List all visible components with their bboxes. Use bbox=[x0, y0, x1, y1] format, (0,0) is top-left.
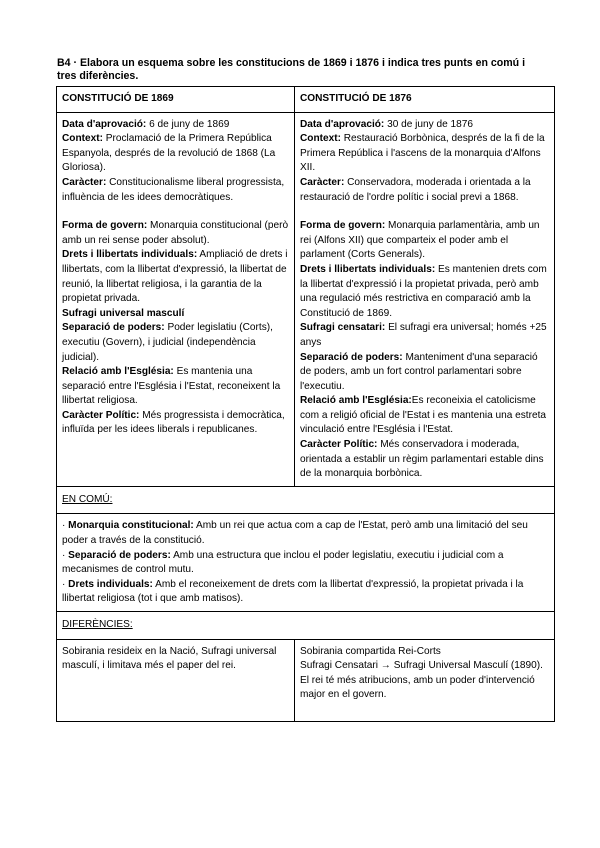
item-1876-character: Caràcter: Conservadora, moderada i orientada a la restauració de l'ordre polític i social previ a 1868. bbox=[300, 176, 531, 203]
spacer bbox=[300, 205, 550, 219]
diff-1869: Sobirania resideix en la Nació, Sufragi universal masculí, i limitava més el paper del rei. bbox=[57, 639, 295, 721]
item-1876-government: Forma de govern: Monarquia parlamentària, amb un rei (Alfons XII) que comparteix el poder amb el parlament (Corts Generals). bbox=[300, 220, 540, 261]
common-item-rights: · Drets individuals: Amb el reconeixement de drets com la llibertat d'expressió, la propietat privada i la llibertat religiosa (tot i que amb matisos). bbox=[62, 578, 524, 605]
common-item-separation: · Separació de poders: Amb una estructura que inclou el poder legislatiu, executiu i judicial com a mecanismes de control mutu. bbox=[62, 549, 504, 576]
item-1869-rights: Drets i llibertats individuals: Ampliació de drets i llibertats, com la llibertat d'expressió, la llibertat de reunió, la llibertat religiosa, i la garantia de la propietat privada. bbox=[62, 249, 288, 305]
item-1869-government: Forma de govern: Monarquia constitucional (però amb un rei sense poder absolut). bbox=[62, 220, 289, 246]
common-content-row bbox=[57, 514, 555, 612]
item-1876-rights: Drets i llibertats individuals: Es mantenien drets com la llibertat d'expressió i la propietat privada, però amb una regulació més restrictiva en comparació amb la Constitució de 1869. bbox=[300, 263, 547, 319]
diff-title-row bbox=[57, 612, 555, 640]
item-1876-separation: Separació de poders: Manteniment d'una separació de poders, amb un fort control parlamentari sobre l'executiu. bbox=[300, 351, 538, 392]
item-1876-context: Context: Restauració Borbònica, després de la fi de la Primera República i l'ascens de la monarquia d'Alfons XII. bbox=[300, 133, 545, 174]
header-1869: CONSTITUCIÓ DE 1869 bbox=[57, 87, 295, 113]
content-row bbox=[57, 112, 555, 486]
diff-section-title: DIFERÈNCIES: bbox=[57, 612, 555, 640]
item-1869-church: Relació amb l'Església: Es mantenia una separació entre l'Església i l'Estat, reconeixent la llibertat religiosa. bbox=[62, 366, 281, 407]
diff-1876-line-2: Sufragi Censatari → Sufragi Universal Masculí (1890). El rei té més atribucions, amb un poder d'intervenció major en el govern. bbox=[300, 660, 543, 701]
common-section-title: EN COMÚ: bbox=[57, 486, 555, 514]
spacer bbox=[62, 205, 290, 219]
diff-content-row bbox=[57, 639, 555, 721]
common-list bbox=[57, 514, 555, 612]
diff-1876-line-1: Sobirania compartida Rei-Corts bbox=[300, 645, 441, 657]
header-row bbox=[57, 87, 555, 113]
constitutions-table bbox=[56, 86, 555, 722]
diff-1876 bbox=[295, 639, 555, 721]
column-1876 bbox=[295, 112, 555, 486]
item-1869-suffrage: Sufragi universal masculí bbox=[62, 307, 185, 319]
item-1869-date: Data d'aprovació: 6 de juny de 1869 bbox=[62, 118, 230, 130]
item-1869-separation: Separació de poders: Poder legislatiu (Corts), executiu (Govern), i judicial (independència judicial). bbox=[62, 322, 273, 363]
item-1869-character: Caràcter: Constitucionalisme liberal progressista, influència de les idees democràtiques. bbox=[62, 176, 285, 203]
item-1876-political: Caràcter Polític: Més conservadora i moderada, orientada a establir un règim parlamentari estable dins de la monarquia borbònica. bbox=[300, 439, 544, 480]
exercise-title: B4 · Elabora un esquema sobre les constitucions de 1869 i 1876 i indica tres punts en comú i tres diferències. bbox=[57, 57, 526, 82]
item-1876-suffrage: Sufragi censatari: El sufragi era universal; homés +25 anys bbox=[300, 322, 547, 348]
common-item-monarchy: · Monarquia constitucional: Amb un rei que actua com a cap de l'Estat, però amb una limitació del seu poder a través de la constitució. bbox=[62, 520, 528, 547]
column-1869 bbox=[57, 112, 295, 486]
item-1869-context: Context: Proclamació de la Primera República Espanyola, després de la revolució de 1868 (La Gloriosa). bbox=[62, 133, 276, 174]
common-title-row bbox=[57, 486, 555, 514]
header-1876: CONSTITUCIÓ DE 1876 bbox=[295, 87, 555, 113]
item-1876-church: Relació amb l'Església:Es reconeixia el catolicisme com a religió oficial de l'Estat i es mantenia una estreta vinculació entre l'Església i l'Estat. bbox=[300, 395, 546, 436]
item-1876-date: Data d'aprovació: 30 de juny de 1876 bbox=[300, 118, 473, 130]
item-1869-political: Caràcter Polític: Més progressista i democràtica, influïda per les idees liberals i republicanes. bbox=[62, 409, 285, 436]
